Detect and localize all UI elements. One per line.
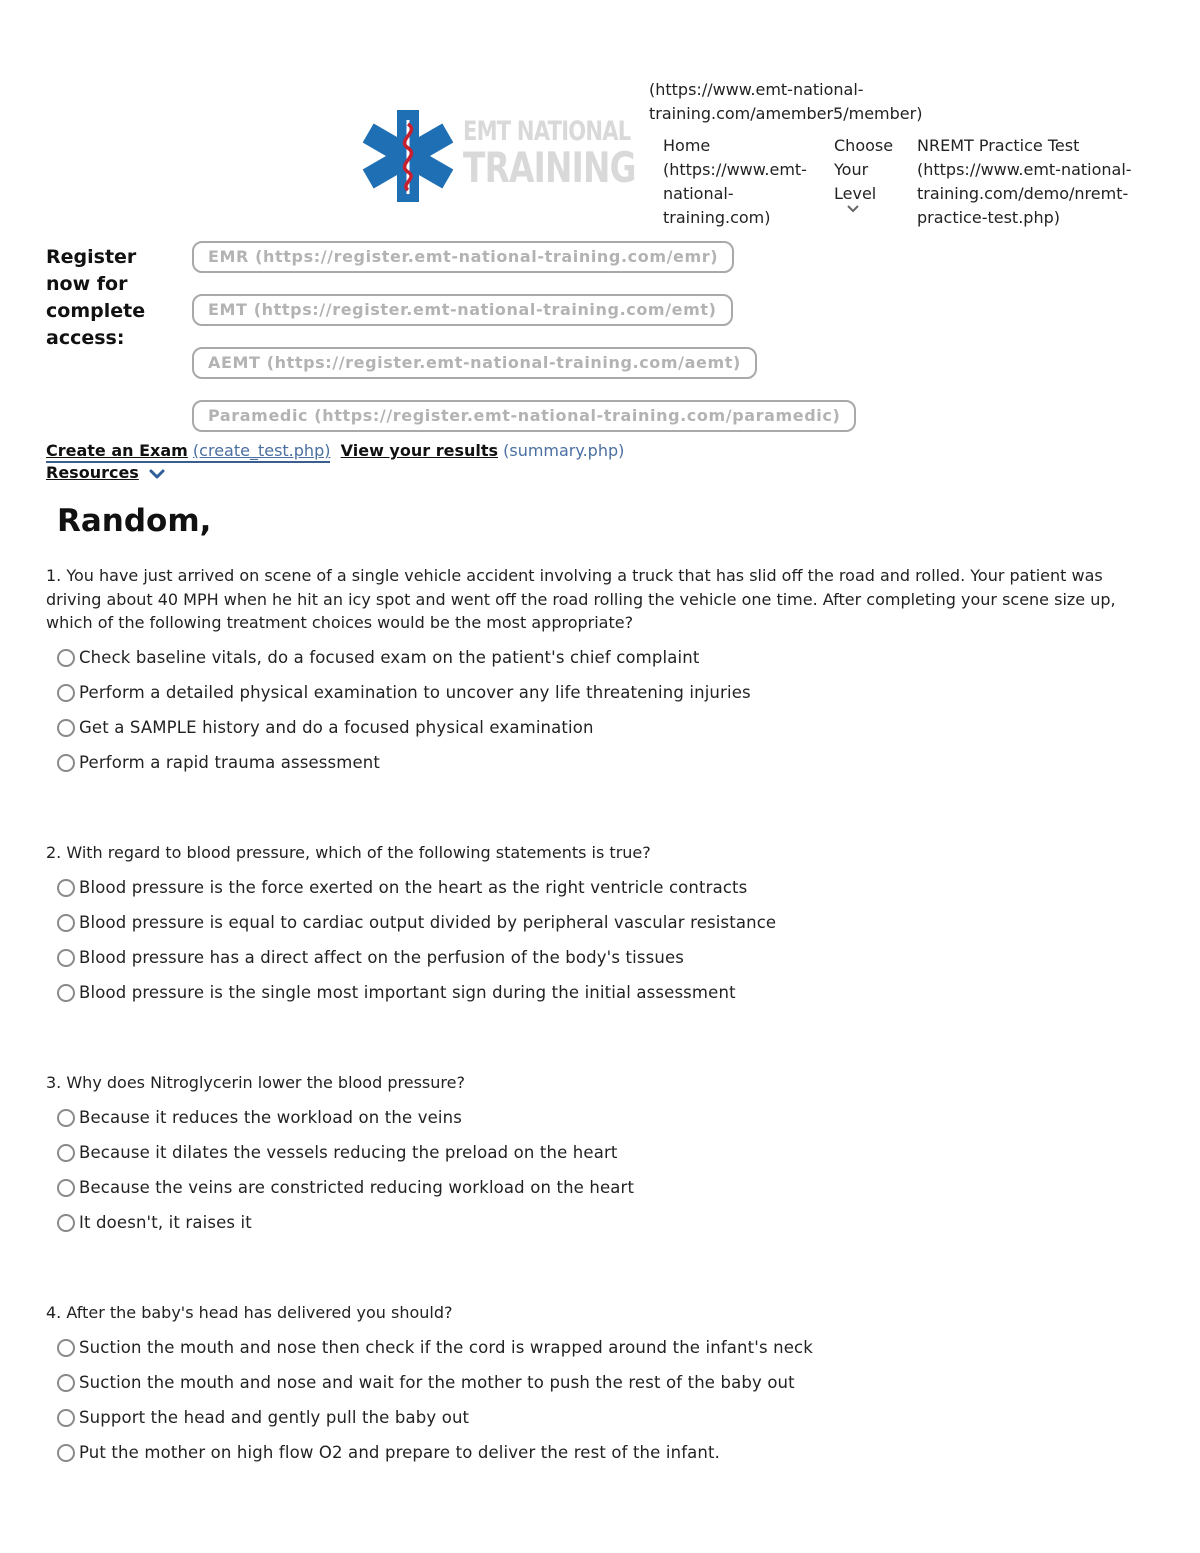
question-text: 1. You have just arrived on scene of a single vehicle accident involving a truck that has slid off the road and rolled. Your patient was driving about 40 MPH when he hit an icy spot and went off the road rolling the vehicle one time. After completing your scene size up, which of the following treatment choices would be the most appropriate? [46, 566, 1116, 632]
answer-label: Suction the mouth and nose and wait for the mother to push the rest of the baby out [79, 1372, 795, 1392]
answer-option[interactable] [46, 640, 1156, 675]
register-aemt-button[interactable]: AEMT (https://register.emt-national-training.com/aemt) [192, 347, 757, 379]
radio-button[interactable] [57, 1144, 75, 1162]
view-results-label: View your results [340, 441, 499, 460]
question-1 [46, 564, 1156, 780]
answer-option[interactable] [46, 1435, 1156, 1470]
answer-label: Blood pressure is equal to cardiac output divided by peripheral vascular resistance [79, 912, 777, 932]
logo-line-1: EMT NATIONAL [463, 116, 631, 147]
radio-button[interactable] [57, 754, 75, 772]
radio-button[interactable] [57, 879, 75, 897]
nav-choose-level-label: Choose Your Level [834, 136, 894, 203]
resources-menu[interactable] [46, 462, 166, 484]
answer-label: Put the mother on high flow O2 and prepare to deliver the rest of the infant. [79, 1442, 721, 1462]
radio-button[interactable] [57, 949, 75, 967]
answer-option[interactable] [46, 710, 1156, 745]
radio-button[interactable] [57, 649, 75, 667]
question-3 [46, 1071, 1156, 1240]
register-emt-button[interactable]: EMT (https://register.emt-national-training.com/emt) [192, 294, 733, 326]
nav-home-label: Home (https://www.emt-national-training.com) [663, 136, 807, 227]
answer-option[interactable] [46, 675, 1156, 710]
answer-option[interactable] [46, 1170, 1156, 1205]
answer-label: Suction the mouth and nose then check if the cord is wrapped around the infant's neck [79, 1337, 813, 1357]
answer-label: Check baseline vitals, do a focused exam on the patient's chief complaint [79, 647, 700, 667]
radio-button[interactable] [57, 1179, 75, 1197]
radio-button[interactable] [57, 914, 75, 932]
star-of-life-icon [360, 108, 460, 204]
view-results-url: (summary.php) [503, 441, 625, 460]
answer-label: Because the veins are constricted reducing workload on the heart [79, 1177, 635, 1197]
question-text: 2. With regard to blood pressure, which of the following statements is true? [46, 843, 651, 862]
answer-option[interactable] [46, 745, 1156, 780]
answer-option[interactable] [46, 1365, 1156, 1400]
radio-button[interactable] [57, 984, 75, 1002]
exam-links [46, 440, 624, 462]
question-2 [46, 841, 1156, 1010]
answer-label: Blood pressure is the force exerted on the heart as the right ventricle contracts [79, 877, 748, 897]
answer-option[interactable] [46, 870, 1156, 905]
create-exam-link[interactable] [46, 441, 330, 463]
answer-label: It doesn't, it raises it [79, 1212, 252, 1232]
radio-button[interactable] [57, 684, 75, 702]
answer-option[interactable] [46, 1205, 1156, 1240]
answer-option[interactable] [46, 905, 1156, 940]
register-paramedic-button[interactable]: Paramedic (https://register.emt-national-training.com/paramedic) [192, 400, 856, 432]
resources-label: Resources [46, 463, 139, 482]
answer-option[interactable] [46, 975, 1156, 1010]
answer-option[interactable] [46, 1400, 1156, 1435]
answer-label: Because it dilates the vessels reducing the preload on the heart [79, 1142, 618, 1162]
answer-label: Perform a detailed physical examination to uncover any life threatening injuries [79, 682, 751, 702]
radio-button[interactable] [57, 1409, 75, 1427]
member-link[interactable]: (https://www.emt-national-training.com/amember5/member) [649, 80, 923, 123]
answer-option[interactable] [46, 1100, 1156, 1135]
answer-label: Because it reduces the workload on the veins [79, 1107, 463, 1127]
register-emr-button[interactable]: EMR (https://register.emt-national-training.com/emr) [192, 241, 734, 273]
question-text: 3. Why does Nitroglycerin lower the blood pressure? [46, 1073, 465, 1092]
create-exam-url: (create_test.php) [192, 441, 331, 460]
answer-option[interactable] [46, 940, 1156, 975]
nav-nremt-practice-test[interactable]: NREMT Practice Test (https://www.emt-national-training.com/demo/nremt-practice-test.php) [917, 136, 1132, 227]
answer-label: Get a SAMPLE history and do a focused physical examination [79, 717, 594, 737]
radio-button[interactable] [57, 1339, 75, 1357]
logo[interactable] [360, 108, 640, 204]
answer-label: Support the head and gently pull the baby out [79, 1407, 470, 1427]
nav-home[interactable] [650, 134, 825, 230]
view-results-link[interactable] [341, 441, 625, 460]
create-exam-label: Create an Exam [46, 441, 188, 460]
answer-label: Blood pressure has a direct affect on the perfusion of the body's tissues [79, 947, 685, 967]
nav-choose-level[interactable] [834, 134, 909, 214]
answer-label: Perform a rapid trauma assessment [79, 752, 381, 772]
radio-button[interactable] [57, 719, 75, 737]
logo-line-2: TRAINING [463, 143, 636, 192]
radio-button[interactable] [57, 1109, 75, 1127]
page-title: Random, [57, 503, 212, 539]
chevron-down-icon [148, 468, 166, 480]
register-label: Register now for complete access: [46, 246, 146, 349]
answer-label: Blood pressure is the single most important sign during the initial assessment [79, 982, 736, 1002]
question-text: 4. After the baby's head has delivered you should? [46, 1303, 453, 1322]
question-4 [46, 1301, 1156, 1470]
answer-option[interactable] [46, 1135, 1156, 1170]
radio-button[interactable] [57, 1374, 75, 1392]
radio-button[interactable] [57, 1214, 75, 1232]
answer-option[interactable] [46, 1330, 1156, 1365]
radio-button[interactable] [57, 1444, 75, 1462]
